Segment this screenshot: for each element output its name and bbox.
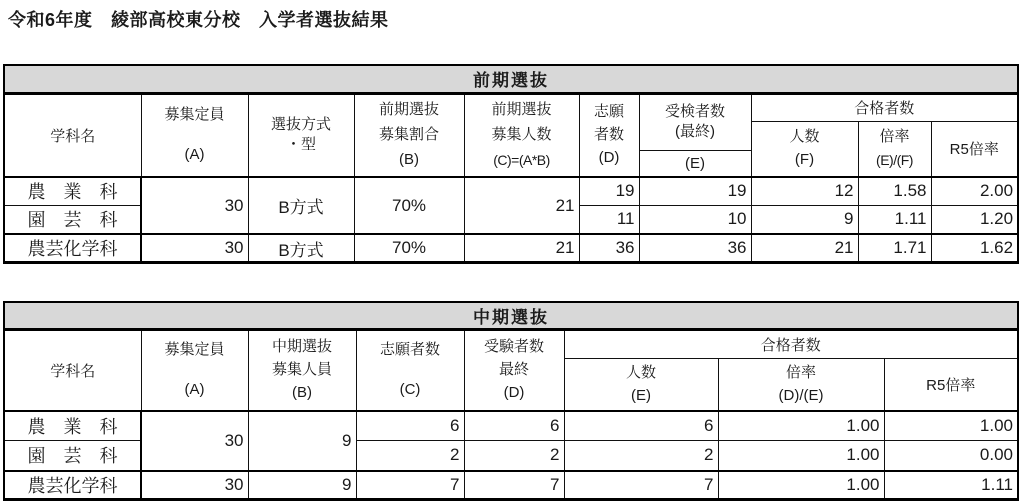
chuki-row2-goukaku: 7 xyxy=(564,471,718,500)
chuki-row1-goukaku: 2 xyxy=(564,441,718,471)
chuki-row2-name: 農芸化学科 xyxy=(4,471,141,500)
zenki-row2-wariai: 70% xyxy=(354,234,464,263)
zenki-header-r5: R5倍率 xyxy=(931,121,1018,177)
zenki-row2-houshiki: B方式 xyxy=(248,234,354,263)
chuki-row0-name: 農 業 科 xyxy=(4,411,141,441)
zenki-row2-teiin: 30 xyxy=(141,234,248,263)
chuki-header-juken: 受験者数 最終 (D) xyxy=(464,330,564,411)
zenki-row1-r5: 1.20 xyxy=(931,205,1018,234)
chuki-table xyxy=(3,301,1019,501)
chuki-row0-r5: 1.00 xyxy=(884,411,1018,441)
zenki-header-goukaku-group: 合格者数 xyxy=(751,93,1018,121)
chuki-row1-name: 園 芸 科 xyxy=(4,441,141,471)
zenki-row0-wariai: 70% xyxy=(354,177,464,234)
chuki-header-teiin: 募集定員 (A) xyxy=(141,330,248,411)
zenki-row0-teiin: 30 xyxy=(141,177,248,234)
chuki-header-boshu: 中期選抜 募集人員 (B) xyxy=(248,330,356,411)
chuki-header-bairitsu: 倍率 (D)/(E) xyxy=(718,359,884,411)
zenki-header-bairitsu: 倍率 (E)/(F) xyxy=(858,121,931,177)
zenki-row0-ninzu: 21 xyxy=(464,177,579,234)
zenki-header-gakka: 学科名 xyxy=(4,93,141,177)
chuki-header-goukaku-ninzu: 人数 (E) xyxy=(564,359,718,411)
zenki-header-ninzu: 前期選抜 募集人数 (C)=(A*B) xyxy=(464,93,579,177)
chuki-row1-r5: 0.00 xyxy=(884,441,1018,471)
chuki-row0-juken: 6 xyxy=(464,411,564,441)
chuki-header-r5: R5倍率 xyxy=(884,359,1018,411)
zenki-row0-shigan: 19 xyxy=(579,177,639,205)
zenki-header-juken: 受検者数 (最終) xyxy=(639,93,751,150)
chuki-row2-shigan: 7 xyxy=(356,471,464,500)
chuki-row2-bairitsu: 1.00 xyxy=(718,471,884,500)
zenki-row1-bairitsu: 1.11 xyxy=(858,205,931,234)
chuki-row0-teiin: 30 xyxy=(141,411,248,471)
chuki-row0-boshu: 9 xyxy=(248,411,356,471)
chuki-row2-boshu: 9 xyxy=(248,471,356,500)
chuki-row2-juken: 7 xyxy=(464,471,564,500)
chuki-caption: 中期選抜 xyxy=(4,302,1018,330)
zenki-row0-name: 農 業 科 xyxy=(4,177,141,205)
zenki-row0-bairitsu: 1.58 xyxy=(858,177,931,205)
zenki-row2-bairitsu: 1.71 xyxy=(858,234,931,263)
chuki-row0-shigan: 6 xyxy=(356,411,464,441)
chuki-row0-goukaku: 6 xyxy=(564,411,718,441)
zenki-row1-goukaku: 9 xyxy=(751,205,858,234)
chuki-header-shigan: 志願者数 (C) xyxy=(356,330,464,411)
chuki-header-goukaku-group: 合格者数 xyxy=(564,330,1018,359)
zenki-row1-name: 園 芸 科 xyxy=(4,205,141,234)
chuki-row1-juken: 2 xyxy=(464,441,564,471)
zenki-row2-name: 農芸化学科 xyxy=(4,234,141,263)
zenki-header-houshiki: 選抜方式 ・型 xyxy=(248,93,354,177)
zenki-row2-r5: 1.62 xyxy=(931,234,1018,263)
zenki-row0-goukaku: 12 xyxy=(751,177,858,205)
chuki-row0-bairitsu: 1.00 xyxy=(718,411,884,441)
zenki-row2-goukaku: 21 xyxy=(751,234,858,263)
zenki-caption: 前期選抜 xyxy=(4,65,1018,93)
chuki-row2-teiin: 30 xyxy=(141,471,248,500)
zenki-header-shigan: 志願 者数 (D) xyxy=(579,93,639,177)
zenki-row2-shigan: 36 xyxy=(579,234,639,263)
zenki-header-goukaku-ninzu: 人数 (F) xyxy=(751,121,858,177)
zenki-row0-r5: 2.00 xyxy=(931,177,1018,205)
zenki-row2-juken: 36 xyxy=(639,234,751,263)
zenki-header-juken-code: (E) xyxy=(639,150,751,177)
chuki-row1-shigan: 2 xyxy=(356,441,464,471)
zenki-row0-juken: 19 xyxy=(639,177,751,205)
zenki-row2-ninzu: 21 xyxy=(464,234,579,263)
zenki-row0-houshiki: B方式 xyxy=(248,177,354,234)
chuki-row1-bairitsu: 1.00 xyxy=(718,441,884,471)
zenki-header-teiin: 募集定員 (A) xyxy=(141,93,248,177)
zenki-header-wariai: 前期選抜 募集割合 (B) xyxy=(354,93,464,177)
zenki-table xyxy=(3,64,1019,264)
chuki-header-gakka: 学科名 xyxy=(4,330,141,411)
page-title: 令和6年度 綾部高校東分校 入学者選抜結果 xyxy=(8,10,389,30)
chuki-row2-r5: 1.11 xyxy=(884,471,1018,500)
zenki-row1-shigan: 11 xyxy=(579,205,639,234)
zenki-row1-juken: 10 xyxy=(639,205,751,234)
